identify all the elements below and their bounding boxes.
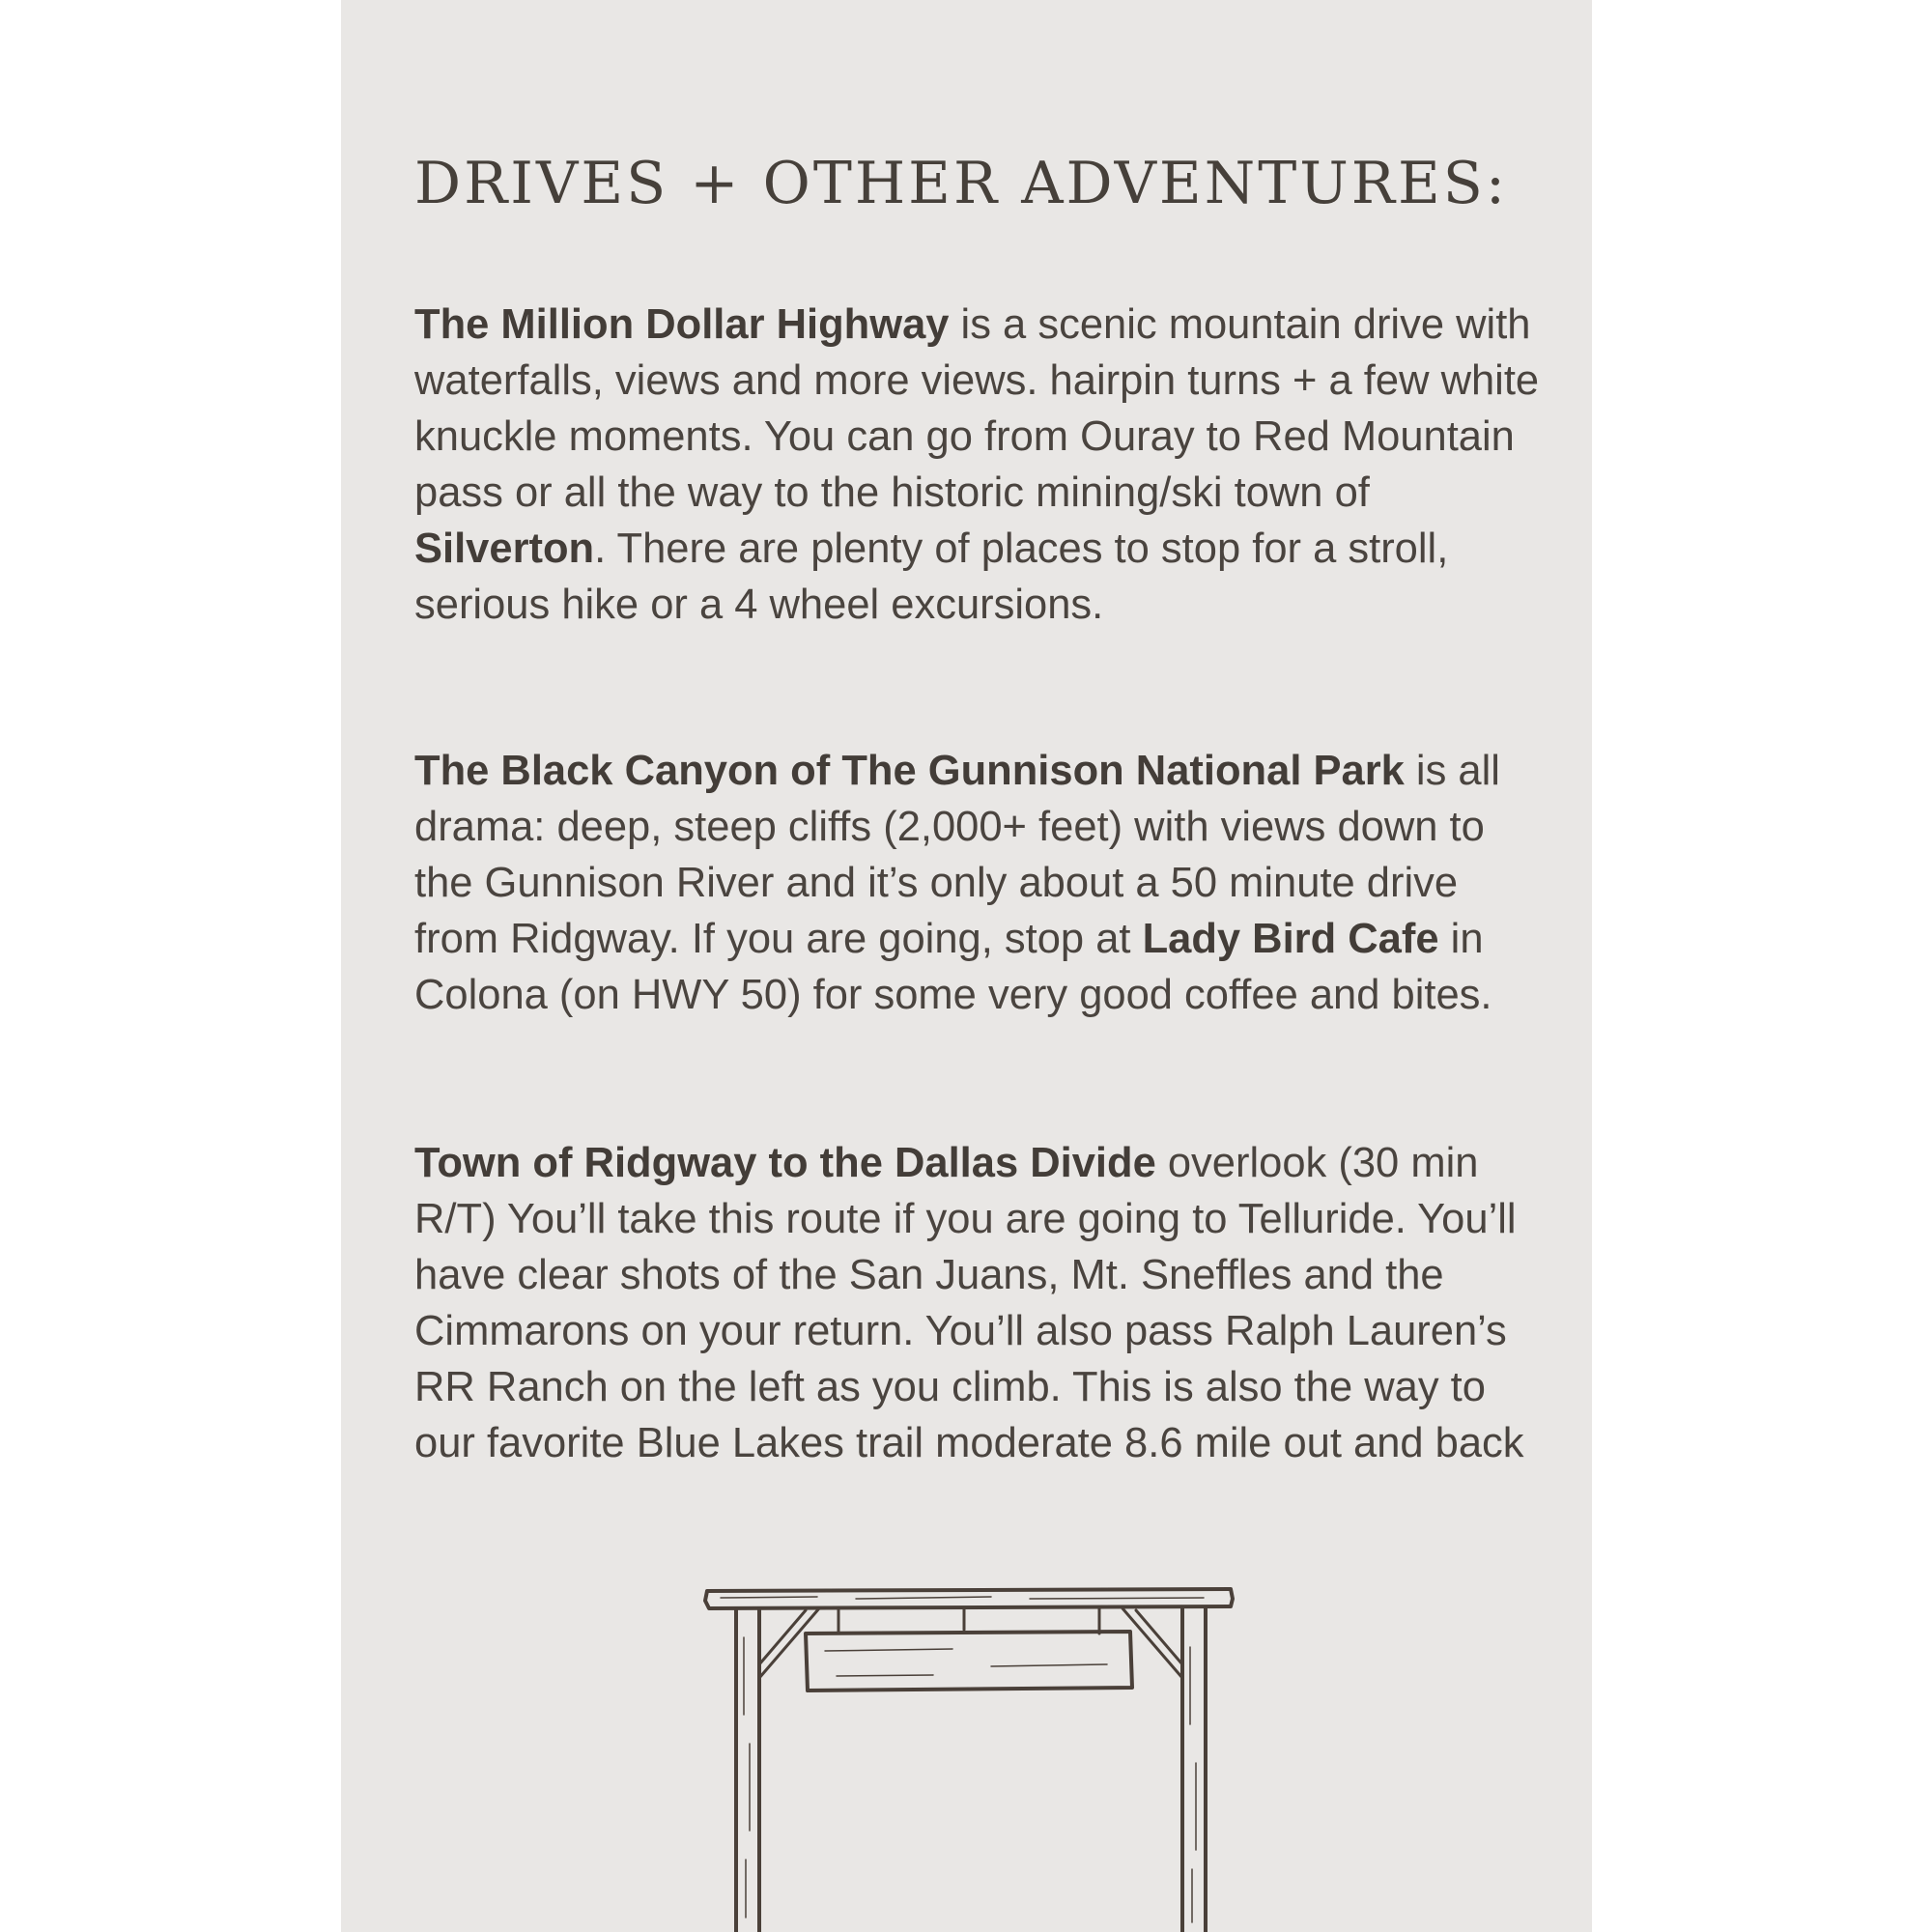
drive-text: is all drama: deep, steep cliffs (2,000+ feet) with views down to the Gunnison River and it’s only about a 50 minute drive from Ridgway. If you are going, stop at (414, 748, 1500, 962)
hanging-wooden-sign-icon (701, 1579, 1242, 1932)
drive-name: The Black Canyon of The Gunnison National Park (414, 748, 1405, 794)
town-name: Silverton (414, 526, 595, 572)
drive-name: Town of Ridgway to the Dallas Divide (414, 1140, 1156, 1186)
drive-text: . There are plenty of places to stop for a stroll, serious hike or a 4 wheel excursions. (414, 526, 1449, 628)
drive-text: is a scenic mountain drive with waterfalls, views and more views. hairpin turns + a few white knuckle moments. You can go from Ouray to Red Mountain pass or all the way to the historic mining/ski town of (414, 301, 1540, 516)
drive-text: in Colona (on HWY 50) for some very good coffee and bites. (414, 916, 1492, 1018)
page-heading: DRIVES + OTHER ADVENTURES: (414, 150, 1509, 217)
guide-page (341, 0, 1592, 1932)
cafe-name: Lady Bird Cafe (1142, 916, 1439, 962)
drive-text: overlook (30 min R/T) You’ll take this route if you are going to Telluride. You’ll have clear shots of the San Juans, Mt. Sneffles and the Cimmarons on your return. You’ll also pass Ralph Lauren’s RR Ranch on the left as you climb. This is also the way to our favorite Blue Lakes trail moderate 8.6 mile out and back (414, 1140, 1524, 1466)
drive-description-black-canyon (414, 743, 1545, 1023)
drive-description-million-dollar-highway (414, 297, 1545, 633)
drive-description-dallas-divide (414, 1135, 1545, 1471)
drive-name: The Million Dollar Highway (414, 301, 950, 348)
